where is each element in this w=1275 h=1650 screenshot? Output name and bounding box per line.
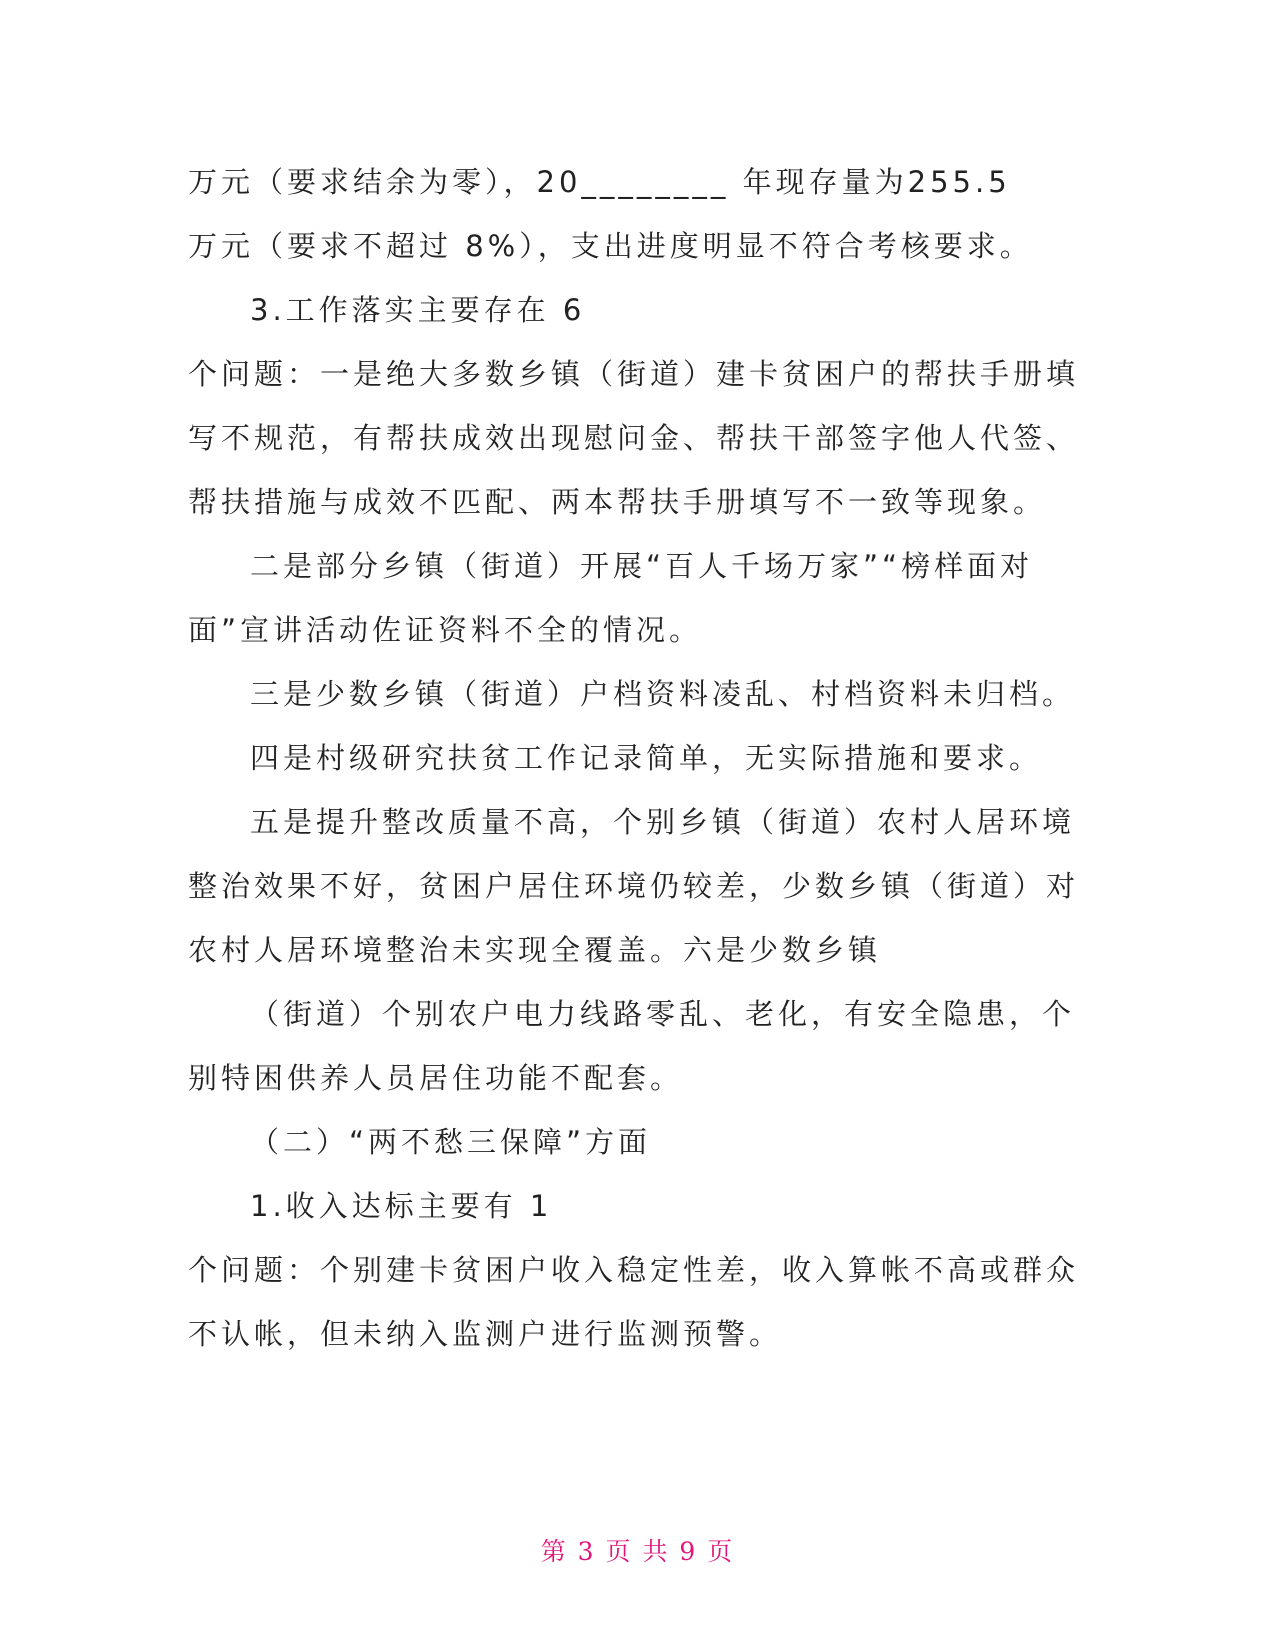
text-line: 四是村级研究扶贫工作记录简单，无实际措施和要求。 [250,741,1043,775]
document-body [188,150,1088,1366]
text-line: 面”宣讲活动佐证资料不全的情况。 [188,613,703,647]
text-line: （街道）个别农户电力线路零乱、老化，有安全隐患，个 [250,997,1076,1031]
text-line: 个问题：一是绝大多数乡镇（街道）建卡贫困户的帮扶手册填 [188,357,1080,391]
text-line: 个问题：个别建卡贫困户收入稳定性差，收入算帐不高或群众 [188,1253,1080,1287]
text-line: 五是提升整改质量不高，个别乡镇（街道）农村人居环境 [250,805,1076,839]
page-number-label: 第 3 页 共 9 页 [540,1537,735,1566]
text-line: 1.收入达标主要有 1 [250,1189,553,1223]
text-line: 帮扶措施与成效不匹配、两本帮扶手册填写不一致等现象。 [188,485,1047,519]
text-line: 万元（要求结余为零），20________ 年现存量为255.5 [188,165,1011,199]
section-heading: （二）“两不愁三保障”方面 [250,1125,652,1159]
text-line: 农村人居环境整治未实现全覆盖。六是少数乡镇 [188,933,882,967]
text-line: 二是部分乡镇（街道）开展“百人千场万家”“榜样面对 [250,549,1034,583]
text-line: 不认帐，但未纳入监测户进行监测预警。 [188,1317,783,1351]
text-line: 写不规范，有帮扶成效出现慰问金、帮扶干部签字他人代签、 [188,421,1080,455]
page-footer [0,1532,1275,1568]
text-line: 三是少数乡镇（街道）户档资料凌乱、村档资料未归档。 [250,677,1076,711]
text-line: 万元（要求不超过 8%），支出进度明显不符合考核要求。 [188,229,1033,263]
text-line: 整治效果不好，贫困户居住环境仍较差，少数乡镇（街道）对 [188,869,1080,903]
text-line: 别特困供养人员居住功能不配套。 [188,1061,684,1095]
text-line: 3.工作落实主要存在 6 [250,293,586,327]
